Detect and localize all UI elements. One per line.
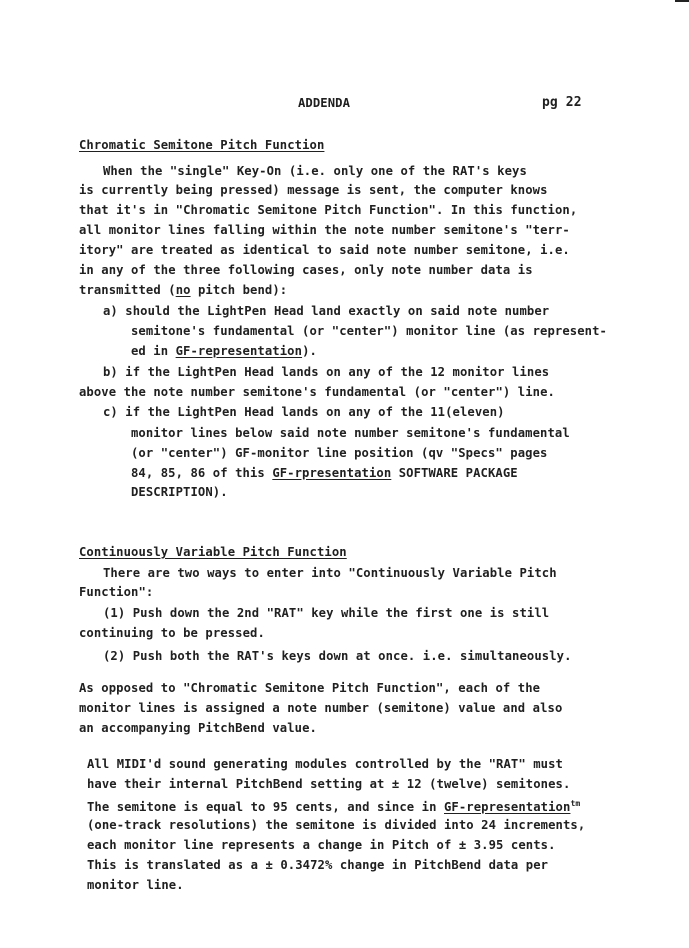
paragraph-line: all monitor lines falling within the note number semitone's "terr- [79,223,570,237]
paragraph-line: (2) Push both the RAT's keys down at once. i.e. simultaneously. [103,649,572,663]
list-item-a-cont: semitone's fundamental (or "center") monitor line (as represent- [131,324,607,338]
section-heading-chromatic: Chromatic Semitone Pitch Function [79,138,325,152]
corner-mark [675,0,689,2]
paragraph-line: an accompanying PitchBend value. [79,721,317,735]
paragraph-line: continuing to be pressed. [79,626,265,640]
list-item-c-cont [131,465,518,481]
paragraph-line: is currently being pressed) message is sent, the computer knows [79,183,548,197]
paragraph-line: This is translated as a ± 0.3472% change in PitchBend data per [87,858,549,872]
list-item-a-cont [131,343,317,359]
page-number: pg 22 [542,95,582,110]
paragraph-line: There are two ways to enter into "Continuously Variable Pitch [103,566,557,580]
paragraph-line: itory" are treated as identical to said note number semitone, i.e. [79,243,570,257]
list-item-a: a) should the LightPen Head land exactly on said note number [103,304,550,318]
list-item-c-cont: monitor lines below said note number semitone's fundamental [131,426,570,440]
underlined-word: no [175,283,191,297]
paragraph-line: have their internal PitchBend setting at ± 12 (twelve) semitones. [87,777,571,791]
list-item-c: c) if the LightPen Head lands on any of the 11(eleven) [103,405,505,419]
section-heading-continuous: Continuously Variable Pitch Function [79,545,347,559]
paragraph-line: that it's in "Chromatic Semitone Pitch Function". In this function, [79,203,578,217]
header-title: ADDENDA [298,96,351,110]
underlined-term: GF-representation [175,344,303,358]
paragraph-line: monitor line. [87,878,184,892]
underlined-term: GF-rpresentation [272,466,392,480]
text-span: ). [302,344,317,358]
paragraph-line: (one-track resolutions) the semitone is divided into 24 increments, [87,818,586,832]
text-span: transmitted ( [79,283,176,297]
paragraph-line: All MIDI'd sound generating modules controlled by the "RAT" must [87,757,563,771]
list-item-b-cont: above the note number semitone's fundamental (or "center") line. [79,385,555,399]
paragraph-line: in any of the three following cases, only note number data is [79,263,533,277]
text-span: The semitone is equal to 95 cents, and since in [87,800,444,815]
paragraph-line: Function": [79,585,154,599]
paragraph-line: When the "single" Key-On (i.e. only one of the RAT's keys [103,164,527,178]
list-item-c-cont: DESCRIPTION). [131,485,228,499]
text-span: ed in [131,344,176,358]
paragraph-line: (1) Push down the 2nd "RAT" key while the first one is still [103,606,550,620]
list-item-b: b) if the LightPen Head lands on any of the 12 monitor lines [103,365,550,379]
paragraph-line [87,796,580,815]
trademark-superscript: tm [570,799,581,808]
text-span: pitch bend): [190,283,288,297]
text-span: 84, 85, 86 of this [131,466,273,480]
paragraph-line: each monitor line represents a change in Pitch of ± 3.95 cents. [87,838,556,852]
paragraph-line: As opposed to "Chromatic Semitone Pitch Function", each of the [79,681,541,695]
underlined-term: GF-representation [444,800,571,815]
list-item-c-cont: (or "center") GF-monitor line position (qv "Specs" pages [131,446,548,460]
paragraph-line: monitor lines is assigned a note number (semitone) value and also [79,701,563,715]
paragraph-line [79,282,287,298]
text-span: SOFTWARE PACKAGE [391,466,518,480]
